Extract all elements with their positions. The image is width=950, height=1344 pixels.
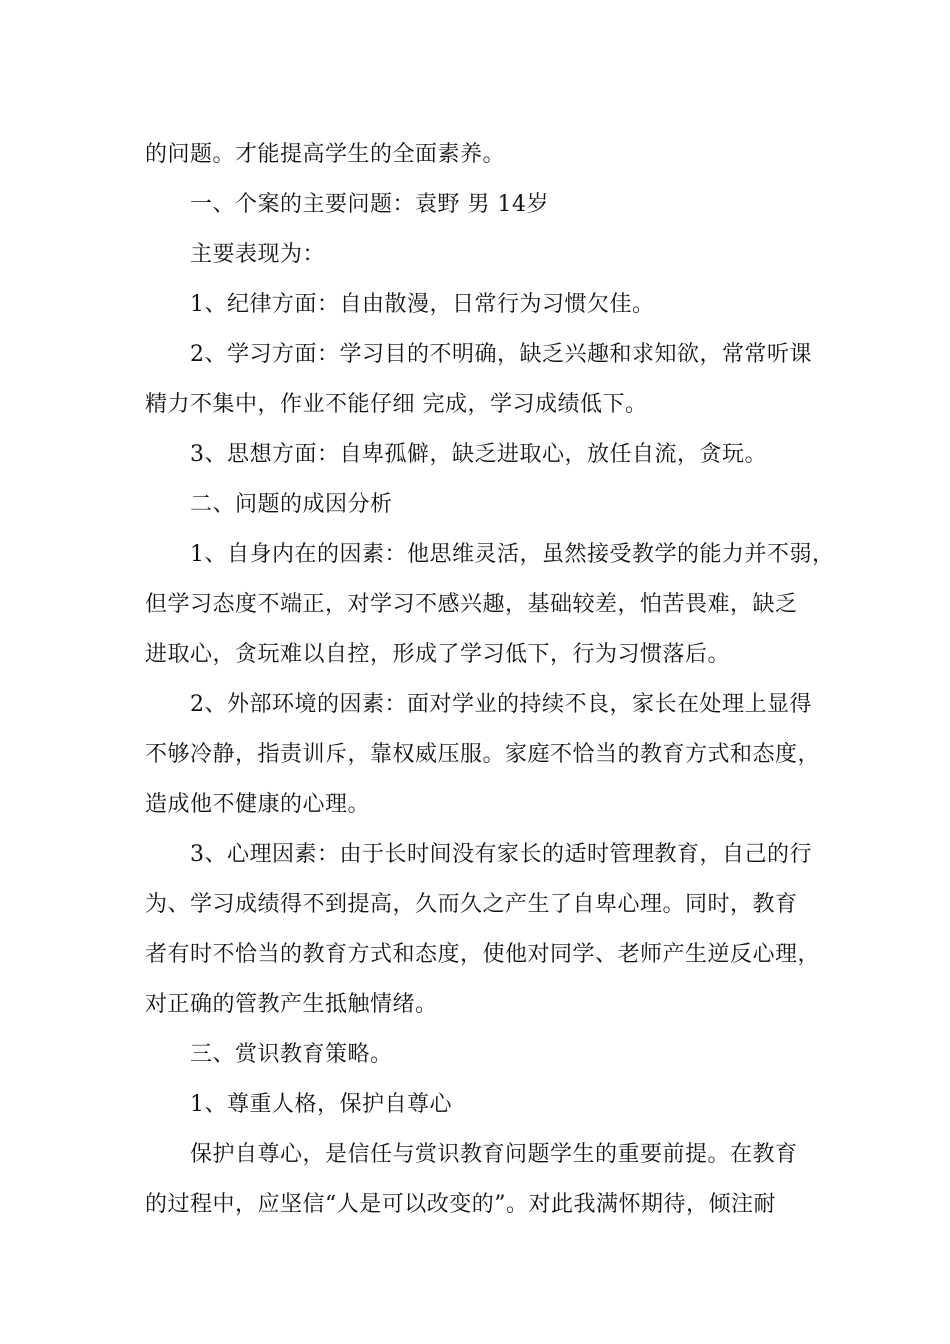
- text-line: 1、自身内在的因素：他思维灵活，虽然接受教学的能力并不弱，: [190, 542, 835, 567]
- text-line: 者有时不恰当的教育方式和态度，使他对同学、老师产生逆反心理，: [145, 942, 821, 967]
- text-line: 但学习态度不端正，对学习不感兴趣，基础较差，怕苦畏难，缺乏: [145, 592, 798, 617]
- section-heading: 一、个案的主要问题：袁野 男 14岁: [190, 192, 549, 217]
- text-line: 为、学习成绩得不到提高，久而久之产生了自卑心理。同时，教育: [145, 892, 798, 917]
- text-line: 造成他不健康的心理。: [145, 792, 371, 817]
- text-line: 不够冷静，指责训斥，靠权威压服。家庭不恰当的教育方式和态度，: [145, 742, 821, 767]
- text-line: 2、外部环境的因素：面对学业的持续不良，家长在处理上显得: [190, 692, 812, 717]
- text-line: 的过程中，应坚信“人是可以改变的”。对此我满怀期待，倾注耐: [145, 1192, 776, 1217]
- document-body: [145, 130, 835, 1230]
- section-heading: 三、赏识教育策略。: [190, 1042, 393, 1067]
- text-line: 1、尊重人格，保护自尊心: [190, 1092, 452, 1117]
- text-line: 对正确的管教产生抵触情绪。: [145, 992, 438, 1017]
- text-line: 3、思想方面：自卑孤僻，缺乏进取心，放任自流，贪玩。: [190, 442, 767, 467]
- text-line: 的问题。才能提高学生的全面素养。: [145, 142, 506, 167]
- text-line: 主要表现为：: [190, 242, 326, 267]
- section-heading: 二、问题的成因分析: [190, 492, 393, 517]
- text-line: 2、学习方面：学习目的不明确，缺乏兴趣和求知欲，常常听课: [190, 342, 812, 367]
- text-line: 保护自尊心，是信任与赏识教育问题学生的重要前提。在教育: [190, 1142, 798, 1167]
- text-line: 精力不集中，作业不能仔细 完成，学习成绩低下。: [145, 392, 648, 417]
- text-line: 3、心理因素：由于长时间没有家长的适时管理教育，自己的行: [190, 842, 812, 867]
- text-line: 进取心，贪玩难以自控，形成了学习低下，行为习惯落后。: [145, 642, 731, 667]
- text-line: 1、纪律方面：自由散漫，日常行为习惯欠佳。: [190, 292, 655, 317]
